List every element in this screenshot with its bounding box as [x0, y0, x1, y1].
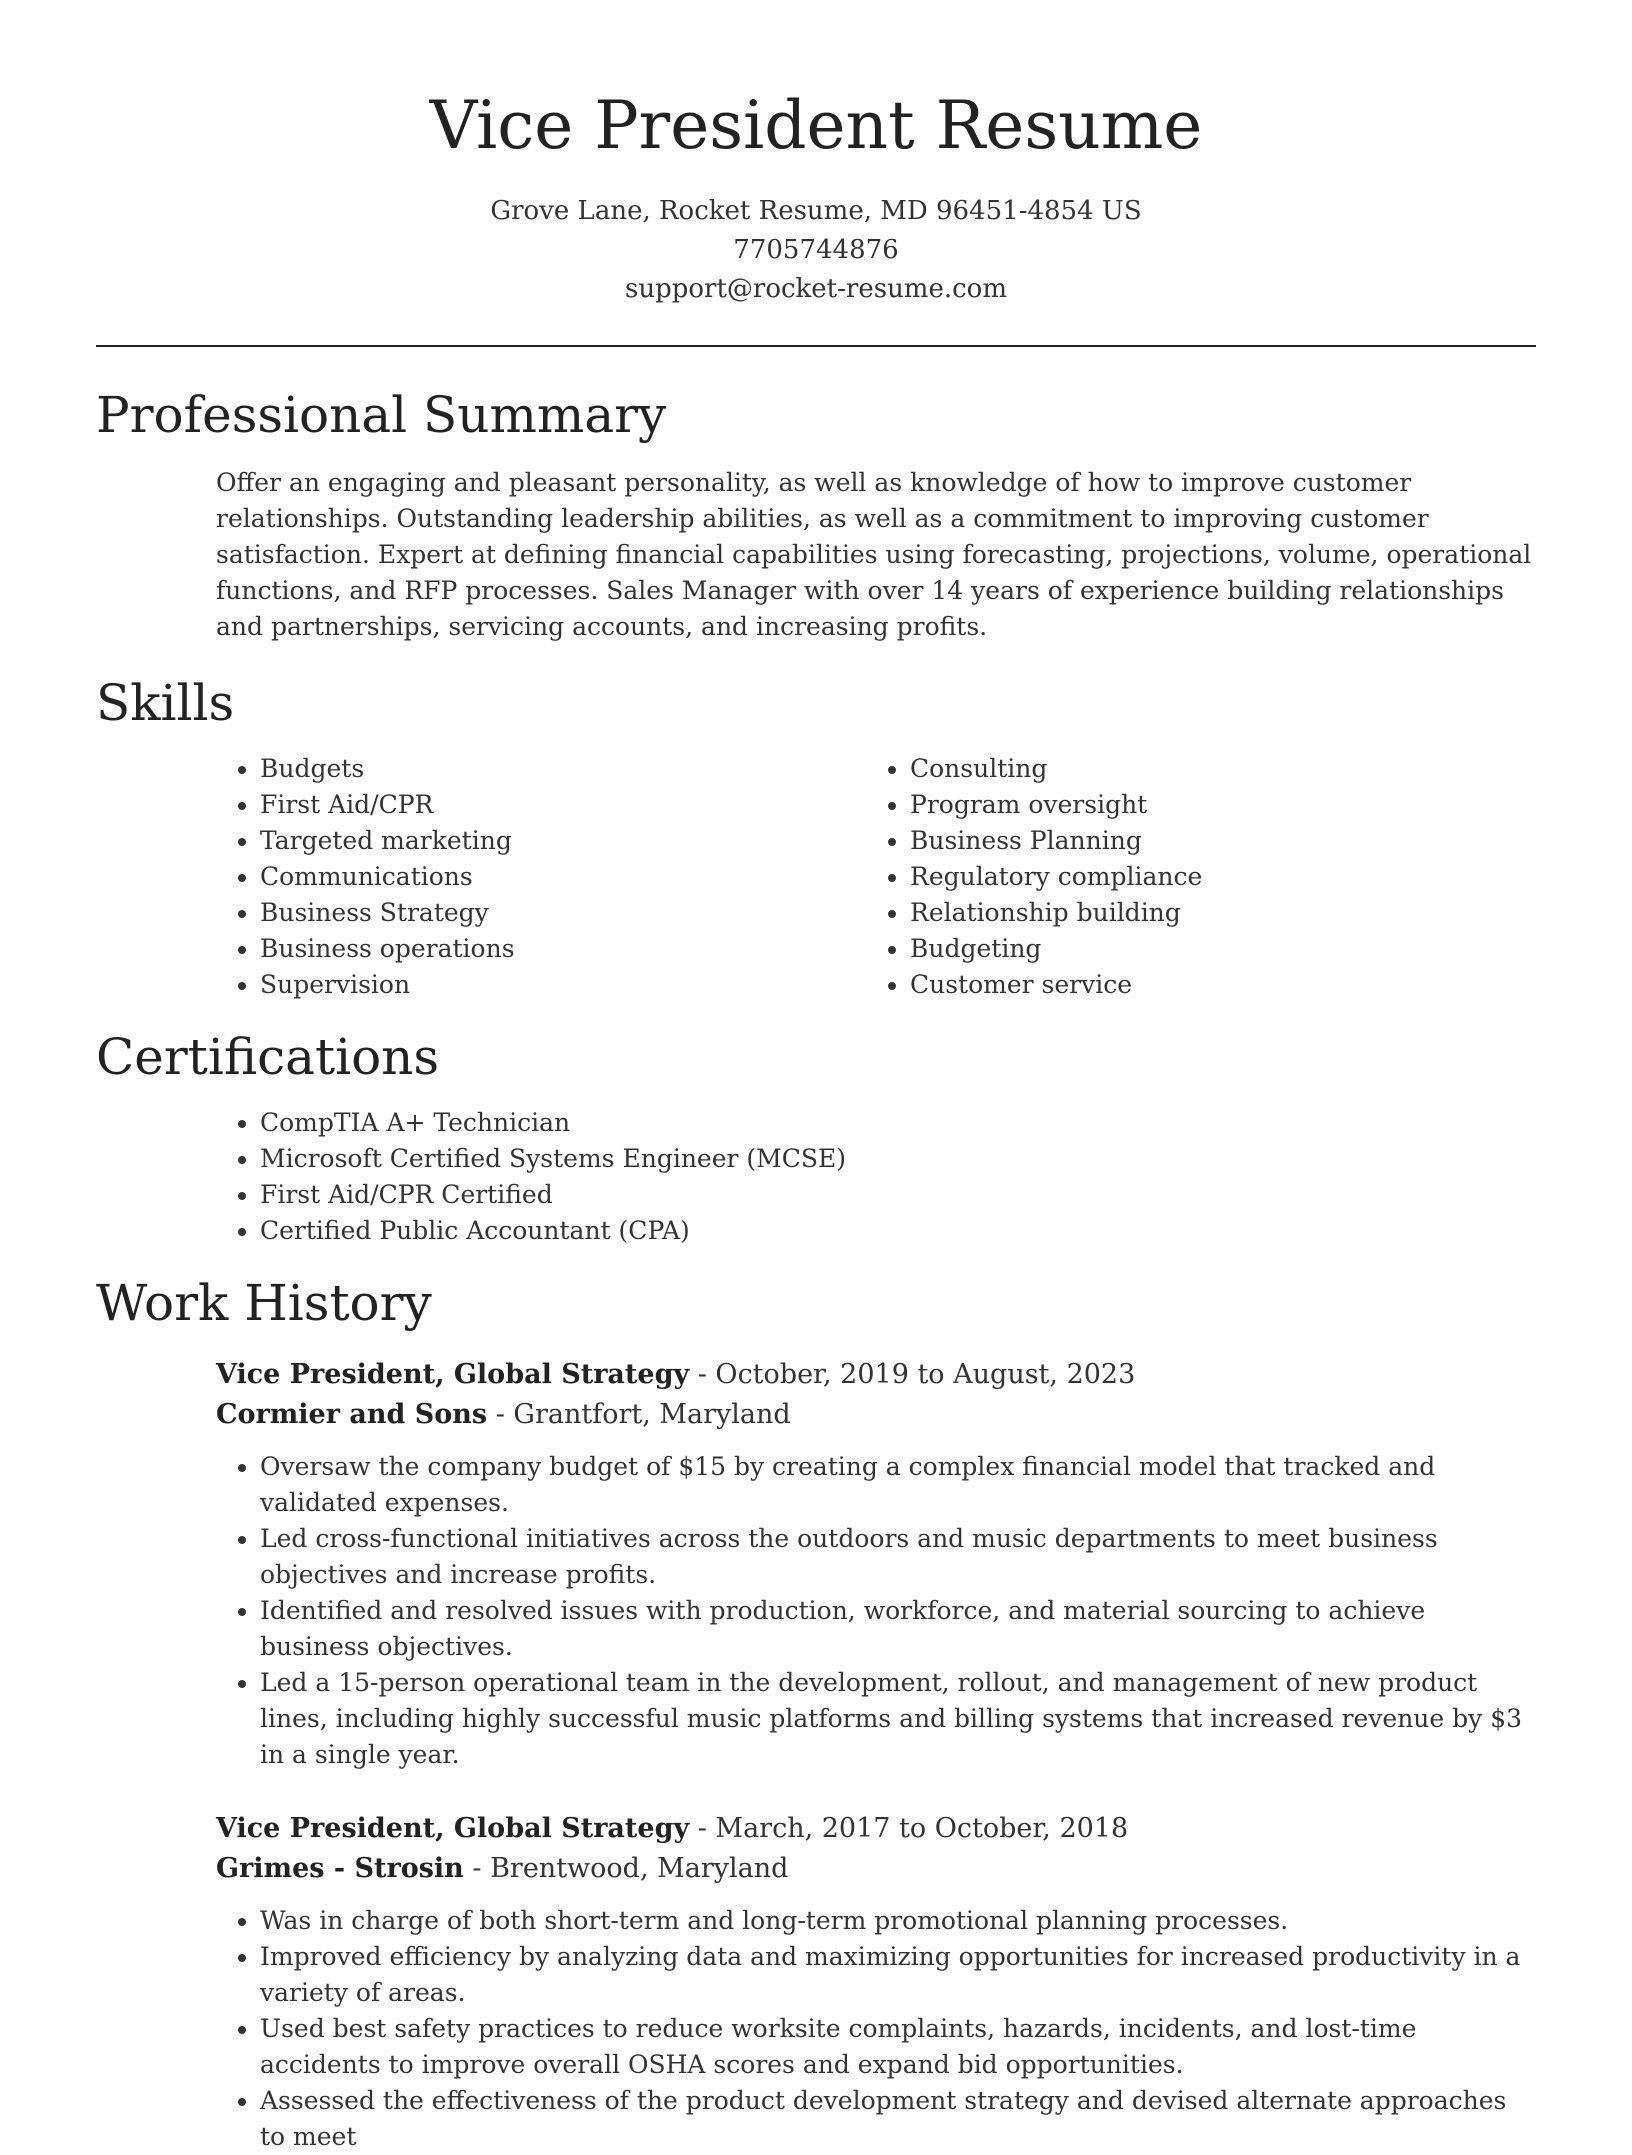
- skills-heading: Skills: [96, 674, 235, 732]
- job-bullet: • Used best safety practices to reduce worksite complaints, hazards, incidents, and lost-time accidents to improve overall OSHA scores and expand bid opportunities.: [260, 2011, 1536, 2083]
- job-company: Cormier and Sons: [216, 1399, 488, 1430]
- contact-phone: 7705744876: [733, 235, 899, 265]
- certification-item: • First Aid/CPR Certified: [260, 1177, 1536, 1213]
- job-location: - Brentwood, Maryland: [463, 1853, 789, 1884]
- skill-item: • Business operations: [260, 931, 866, 967]
- job-bullet: • Improved efficiency by analyzing data and maximizing opportunities for increased productivity in a variety of areas.: [260, 1939, 1536, 2011]
- skill-item: • Budgeting: [910, 931, 1516, 967]
- skills-columns: [216, 751, 1536, 1003]
- resume-page: [96, 0, 1536, 2155]
- skill-item: • Business Strategy: [260, 895, 866, 931]
- skill-item: • Targeted marketing: [260, 823, 866, 859]
- job-company: Grimes - Strosin: [216, 1853, 464, 1884]
- contact-email: support@rocket-resume.com: [624, 274, 1007, 304]
- skill-item: • Relationship building: [910, 895, 1516, 931]
- job-title: Vice President, Global Strategy: [216, 1359, 690, 1390]
- certifications-heading: Certifications: [96, 1028, 440, 1086]
- job-dates: - October, 2019 to August, 2023: [689, 1359, 1136, 1390]
- job-bullet: • Led cross-functional initiatives across the outdoors and music departments to meet business objectives and increase profits.: [260, 1521, 1536, 1593]
- summary-text: Offer an engaging and pleasant personality, as well as knowledge of how to improve customer relationships. Outstanding leadership abilities, as well as a commitment to improving customer satisfaction. Expert at defining financial capabilities using forecasting, projections, volume, operational functions, and RFP processes. Sales Manager with over 14 years of experience building relationships and partnerships, servicing accounts, and increasing profits.: [216, 468, 1532, 641]
- contact-address: Grove Lane, Rocket Resume, MD 96451-4854 US: [490, 196, 1142, 226]
- certification-item: • Microsoft Certified Systems Engineer (MCSE): [260, 1141, 1536, 1177]
- job-bullet: • Led a 15-person operational team in the development, rollout, and management of new product lines, including highly successful music platforms and billing systems that increased revenue by $3 in a single year.: [260, 1665, 1536, 1773]
- skill-item: • Communications: [260, 859, 866, 895]
- skill-item: • Supervision: [260, 967, 866, 1003]
- job-title-line: [216, 1355, 1536, 1395]
- certification-item: • Certified Public Accountant (CPA): [260, 1213, 1536, 1249]
- certifications-list: [216, 1105, 1536, 1249]
- skills-column-right: [866, 751, 1516, 1003]
- job-entry: [216, 1809, 1536, 2155]
- resume-header: [96, 0, 1536, 309]
- job-location: - Grantfort, Maryland: [487, 1399, 791, 1430]
- contact-block: [96, 192, 1536, 309]
- skills-list-left: [216, 751, 866, 1003]
- summary-heading: Professional Summary: [96, 386, 667, 444]
- skill-item: • Program oversight: [910, 787, 1516, 823]
- job-bullet: • Oversaw the company budget of $15 by creating a complex financial model that tracked and validated expenses.: [260, 1449, 1536, 1521]
- job-title-line: [216, 1809, 1536, 1849]
- resume-title: Vice President Resume: [429, 87, 1203, 164]
- work-history-heading: Work History: [96, 1274, 432, 1332]
- job-company-line: [216, 1395, 1536, 1435]
- job-bullets: [216, 1449, 1536, 1773]
- skill-item: • Customer service: [910, 967, 1516, 1003]
- skill-item: • Consulting: [910, 751, 1516, 787]
- skill-item: • Budgets: [260, 751, 866, 787]
- job-dates: - March, 2017 to October, 2018: [689, 1813, 1129, 1844]
- skill-item: • Regulatory compliance: [910, 859, 1516, 895]
- skill-item: • Business Planning: [910, 823, 1516, 859]
- skills-list-right: [866, 751, 1516, 1003]
- job-title: Vice President, Global Strategy: [216, 1813, 690, 1844]
- header-divider: [96, 345, 1536, 347]
- job-entry: [216, 1355, 1536, 1773]
- skill-item: • First Aid/CPR: [260, 787, 866, 823]
- job-company-line: [216, 1849, 1536, 1889]
- job-bullet: • Was in charge of both short-term and long-term promotional planning processes.: [260, 1903, 1536, 1939]
- job-bullet: • Identified and resolved issues with production, workforce, and material sourcing to achieve business objectives.: [260, 1593, 1536, 1665]
- skills-column-left: [216, 751, 866, 1003]
- job-bullet: • Assessed the effectiveness of the product development strategy and devised alternate approaches to meet: [260, 2083, 1536, 2155]
- certification-item: • CompTIA A+ Technician: [260, 1105, 1536, 1141]
- job-bullets: [216, 1903, 1536, 2155]
